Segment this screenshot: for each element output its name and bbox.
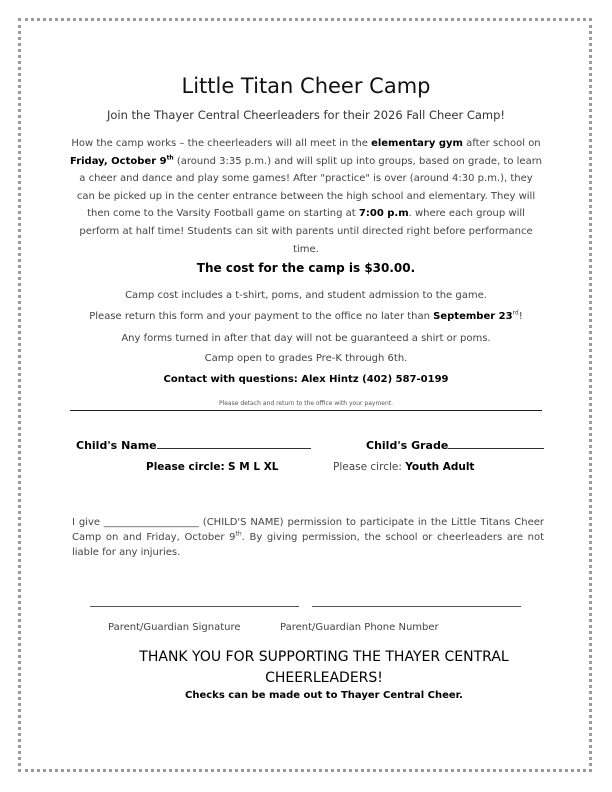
- child-name-field[interactable]: [76, 437, 311, 452]
- thank-you-message: [0, 647, 612, 689]
- child-grade-field[interactable]: [366, 437, 544, 452]
- shirt-age-choice[interactable]: [333, 461, 474, 473]
- intro-text-4: . where each group will perform at half time! Students can sit with parents until directed right before performance time.: [79, 208, 533, 255]
- return-date: September 23: [433, 311, 513, 322]
- contact-line: Contact with questions: Alex Hintz (402) 587-0199: [163, 374, 449, 385]
- return-text: Please return this form and your payment to the office no later than: [89, 311, 434, 322]
- return-end: !: [518, 311, 523, 322]
- phone-line[interactable]: [312, 606, 521, 607]
- permission-text-1: I give ___________________ (CHILD'S NAME) permission to participate in the Little Titans Cheer Camp on and Friday, October 9: [72, 517, 544, 543]
- shirt-age-options[interactable]: Youth Adult: [405, 461, 475, 473]
- return-date-sup: rd: [512, 309, 519, 317]
- shirt-age-label: Please circle:: [333, 461, 402, 473]
- cost-includes: Camp cost includes a t-shirt, poms, and student admission to the game.: [125, 290, 487, 301]
- child-grade-blank[interactable]: [448, 437, 544, 449]
- grades-note: Camp open to grades Pre-K through 6th.: [204, 353, 408, 364]
- flyer-title: Little Titan Cheer Camp: [181, 74, 431, 98]
- shirt-size-choice[interactable]: [146, 461, 279, 473]
- child-grade-label: Child's Grade: [366, 439, 449, 452]
- intro-text-3: (around 3:35 p.m.) and will split up into groups, based on grade, to learn a cheer and dance and play some games! After "practice" is over (around 4:30 p.m.), they can be picked up in the center entrance between the high school and elementary. They will then come to the Varsity Football game on starting at: [76, 155, 542, 220]
- detach-note: Please detach and return to the office with your payment.: [218, 400, 394, 407]
- intro-date-text: Friday, October 9: [70, 155, 167, 167]
- signature-label: Parent/Guardian Signature: [108, 622, 241, 633]
- flyer-subtitle: Join the Thayer Central Cheerleaders for their 2026 Fall Cheer Camp!: [106, 108, 506, 122]
- camp-cost: The cost for the camp is $30.00.: [196, 261, 416, 275]
- child-name-label: Child's Name: [76, 439, 157, 452]
- child-name-blank[interactable]: [157, 437, 311, 449]
- permission-text-2: . By giving permission, the school or cheerleaders are not liable for any injuries.: [72, 532, 545, 558]
- permission-paragraph: [72, 515, 544, 560]
- intro-date: [70, 156, 174, 167]
- intro-text-2: after school on: [462, 138, 541, 149]
- return-deadline: [0, 311, 612, 322]
- permission-sup: th: [235, 530, 242, 538]
- shirt-size-label: Please circle:: [146, 461, 225, 473]
- signature-line[interactable]: [90, 606, 299, 607]
- shirt-size-options[interactable]: S M L XL: [228, 461, 279, 473]
- thank-you-line-1: THANK YOU FOR SUPPORTING THE THAYER CENTRAL: [139, 649, 509, 665]
- checks-note: Checks can be made out to Thayer Central Cheer.: [185, 690, 463, 701]
- intro-text-1: How the camp works – the cheerleaders will all meet in the: [71, 138, 372, 149]
- intro-location: elementary gym: [371, 138, 463, 149]
- late-forms-note: Any forms turned in after that day will not be guaranteed a shirt or poms.: [121, 333, 491, 344]
- detach-divider: [70, 410, 542, 411]
- intro-paragraph: [70, 135, 542, 258]
- thank-you-line-2: CHEERLEADERS!: [265, 670, 383, 686]
- intro-date-sup: th: [166, 154, 174, 162]
- phone-label: Parent/Guardian Phone Number: [280, 622, 439, 633]
- intro-time: 7:00 p.m: [358, 208, 409, 220]
